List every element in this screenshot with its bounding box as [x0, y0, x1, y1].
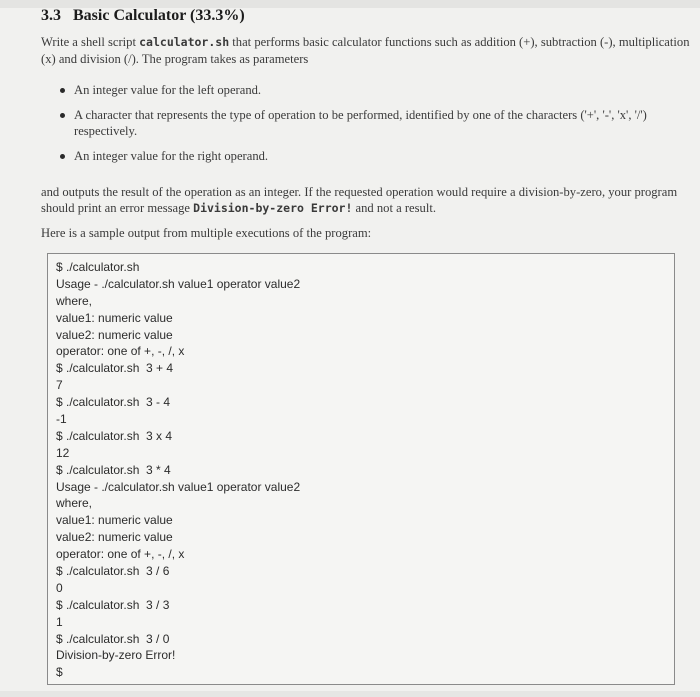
list-item-text: An integer value for the right operand. [74, 149, 269, 163]
section-number: 3.3 [41, 7, 61, 24]
section-heading [41, 7, 245, 25]
sample-output-lines [56, 259, 300, 681]
output-line: where, [56, 293, 93, 308]
output-line: 1 [56, 614, 63, 629]
output-line: 7 [56, 378, 63, 393]
bullet-icon [60, 88, 65, 93]
output-line: $ ./calculator.sh 3 + 4 [56, 361, 174, 376]
output-line: value2: numeric value [56, 530, 173, 545]
intro-paragraph [41, 34, 691, 68]
output-line: operator: one of +, -, /, x [56, 344, 185, 359]
bottom-edge [0, 691, 700, 697]
output-line: Division-by-zero Error! [56, 648, 176, 663]
output-line: $ ./calculator.sh [56, 260, 140, 274]
sample-output-box [47, 253, 675, 685]
output-line: $ ./calculator.sh 3 x 4 [56, 428, 173, 443]
parameter-list [60, 82, 690, 173]
output-line: $ [56, 665, 63, 680]
list-item [60, 148, 690, 164]
intro-text-2: that performs basic calculator functions such as addition (+), subtraction (-), multiplication (x) and division (/). The program takes as parameters [41, 35, 690, 66]
bullet-icon [60, 154, 65, 159]
list-item [60, 82, 690, 98]
output-line: -1 [56, 412, 67, 427]
output-line: $ ./calculator.sh 3 - 4 [56, 395, 171, 410]
output-line: $ ./calculator.sh 3 * 4 [56, 462, 171, 477]
script-name: calculator.sh [139, 35, 230, 49]
outputs-text-1: and outputs the result of the operation as an integer. If the requested operation would require a division-by-zero, your program should print an error message [41, 185, 678, 215]
output-line: $ ./calculator.sh 3 / 0 [56, 631, 170, 646]
output-line: value1: numeric value [56, 310, 173, 325]
list-item-text: An integer value for the left operand. [74, 83, 262, 97]
list-item [60, 107, 690, 139]
output-line: 0 [56, 580, 63, 595]
output-line: Usage - ./calculator.sh value1 operator value2 [56, 276, 301, 291]
output-line: value2: numeric value [56, 327, 173, 342]
section-title: Basic Calculator (33.3%) [73, 7, 245, 24]
sample-intro: Here is a sample output from multiple executions of the program: [41, 226, 372, 240]
output-line: Usage - ./calculator.sh value1 operator value2 [56, 479, 301, 494]
output-line: operator: one of +, -, /, x [56, 547, 185, 562]
error-message-code: Division-by-zero Error! [193, 201, 353, 215]
bullet-icon [60, 113, 65, 118]
output-line: $ ./calculator.sh 3 / 6 [56, 564, 170, 579]
list-item-text: A character that represents the type of operation to be performed, identified by one of the characters ('+', '-', 'x', '/') respectively. [74, 108, 647, 138]
outputs-paragraph [41, 184, 693, 216]
output-line: where, [56, 496, 93, 511]
output-line: 12 [56, 445, 70, 460]
outputs-text-2: and not a result. [352, 201, 436, 215]
intro-text-1: Write a shell script [41, 35, 140, 49]
output-line: $ ./calculator.sh 3 / 3 [56, 597, 170, 612]
output-line: value1: numeric value [56, 513, 173, 528]
